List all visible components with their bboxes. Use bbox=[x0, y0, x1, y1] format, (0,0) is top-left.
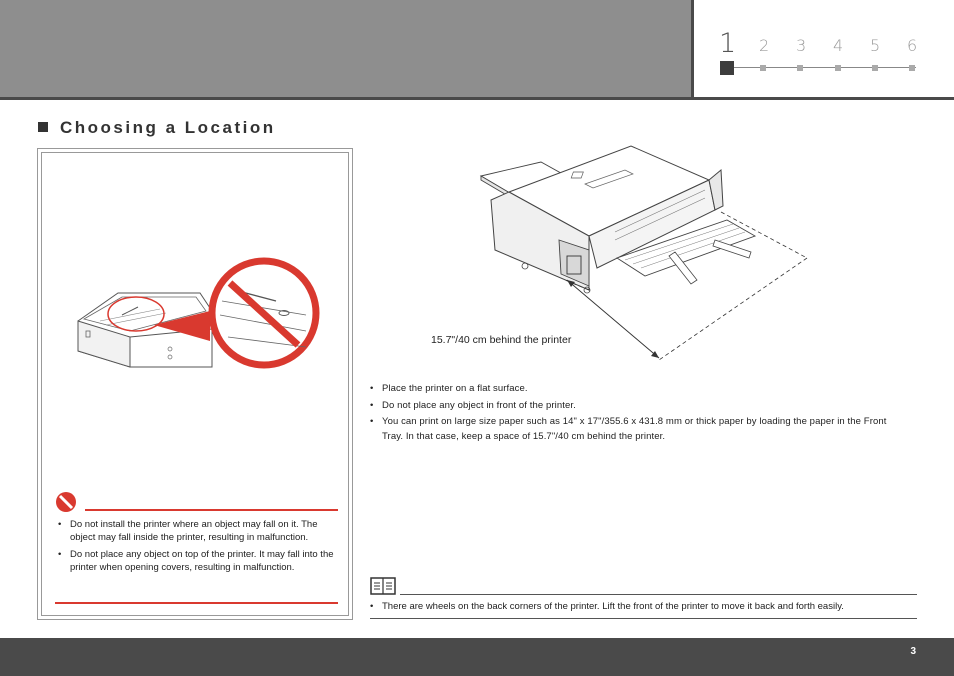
step-6: 6 bbox=[907, 36, 918, 55]
square-bullet-icon bbox=[38, 122, 48, 132]
section-title: Choosing a Location bbox=[38, 118, 276, 138]
warning-footer-rule bbox=[55, 602, 338, 604]
step-indicator bbox=[700, 28, 940, 78]
step-current: 1 bbox=[719, 28, 737, 59]
list-item: • You can print on large size paper such as 14" x 17"/355.6 x 431.8 mm or thick paper by loading the paper in the Front Tray. In that case, keep a space of 15.7"/40 cm behind the printer. bbox=[370, 415, 910, 444]
page-number: 3 bbox=[910, 646, 916, 657]
note-list bbox=[370, 600, 917, 613]
list-item: • There are wheels on the back corners of the printer. Lift the front of the printer to move it back and forth easily. bbox=[370, 600, 917, 613]
step-marker-current bbox=[720, 61, 734, 75]
step-marker bbox=[760, 65, 766, 71]
note-header bbox=[370, 576, 917, 598]
book-icon bbox=[370, 576, 396, 596]
printer-prohibited-illustration bbox=[70, 251, 330, 381]
header-divider bbox=[691, 0, 694, 99]
warning-panel bbox=[37, 148, 353, 620]
warning-header bbox=[55, 491, 338, 515]
prohibition-icon bbox=[55, 491, 77, 513]
step-3: 3 bbox=[796, 36, 807, 55]
step-marker bbox=[797, 65, 803, 71]
warning-list bbox=[58, 518, 340, 578]
step-marker bbox=[909, 65, 915, 71]
step-5: 5 bbox=[870, 36, 881, 55]
step-track bbox=[728, 67, 916, 68]
printer-placement-illustration bbox=[465, 140, 820, 365]
note-footer-rule bbox=[370, 618, 917, 619]
dimension-label: 15.7"/40 cm behind the printer bbox=[431, 334, 572, 346]
header-rule bbox=[0, 97, 954, 100]
footer-bar bbox=[0, 638, 954, 676]
placement-instructions bbox=[370, 382, 910, 446]
step-marker bbox=[835, 65, 841, 71]
step-marker bbox=[872, 65, 878, 71]
list-item: • Do not place any object in front of the printer. bbox=[370, 399, 910, 414]
step-4: 4 bbox=[833, 36, 844, 55]
header-banner bbox=[0, 0, 692, 97]
list-item: • Do not install the printer where an object may fall on it. The object may fall inside the printer, resulting in malfunction. bbox=[58, 518, 340, 544]
list-item: • Do not place any object on top of the printer. It may fall into the printer when opening covers, resulting in malfunction. bbox=[58, 548, 340, 574]
list-item: • Place the printer on a flat surface. bbox=[370, 382, 910, 397]
step-2: 2 bbox=[759, 36, 770, 55]
